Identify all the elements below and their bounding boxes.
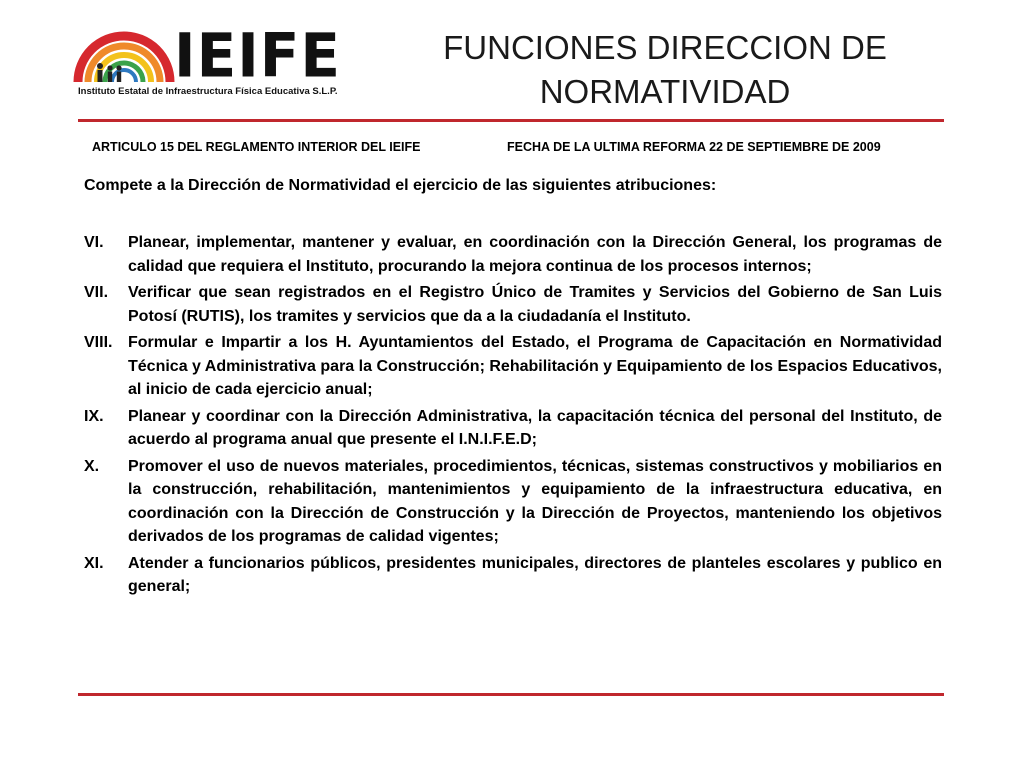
functions-list — [84, 231, 942, 602]
item-number: XI. — [84, 554, 104, 572]
bottom-divider — [78, 693, 944, 696]
article-subheader — [92, 140, 942, 154]
item-number: VII. — [84, 284, 109, 301]
list-item — [84, 552, 942, 599]
list-item — [84, 281, 942, 328]
item-number: VIII. — [84, 334, 113, 351]
logo-rainbow-arcs-icon — [70, 22, 180, 86]
children-figures-icon — [97, 63, 122, 82]
list-item — [84, 231, 942, 278]
list-item — [84, 455, 942, 549]
reform-date: FECHA DE LA ULTIMA REFORMA 22 DE SEPTIEMBRE DE 2009 — [507, 140, 881, 154]
top-divider — [78, 119, 944, 122]
intro-text: Compete a la Dirección de Normatividad el ejercicio de las siguientes atribuciones: — [84, 177, 717, 194]
item-text: Atender a funcionarios públicos, presidentes municipales, directores de planteles escolares y publico en general; — [128, 554, 942, 595]
logo-caption: Instituto Estatal de Infraestructura Física Educativa S.L.P. — [78, 86, 338, 97]
item-number: VI. — [84, 234, 104, 251]
item-number: X. — [84, 457, 100, 475]
list-item — [84, 405, 942, 452]
item-text: Verificar que sean registrados en el Registro Único de Tramites y Servicios del Gobierno de San Luis Potosí (RUTIS), los tramites y servicios que da a la ciudadanía el Instituto. — [128, 284, 942, 325]
page-title: FUNCIONES DIRECCION DE NORMATIVIDAD — [443, 29, 887, 110]
logo-wordmark: IEIFE — [174, 19, 342, 92]
item-text: Planear y coordinar con la Dirección Administrativa, la capacitación técnica del personal del Instituto, de acuerdo al programa anual que presente el I.N.I.F.E.D; — [128, 407, 942, 448]
item-number: IX. — [84, 407, 104, 425]
article-reference: ARTICULO 15 DEL REGLAMENTO INTERIOR DEL IEIFE — [92, 140, 421, 154]
item-text: Formular e Impartir a los H. Ayuntamientos del Estado, el Programa de Capacitación en Normatividad Técnica y Administrativa para la Construcción; Rehabilitación y Equipamiento de los Espacios Educativos, al inicio de cada ejercicio anual; — [128, 334, 942, 398]
ieife-logo — [70, 19, 370, 104]
list-item — [84, 331, 942, 402]
item-text: Planear, implementar, mantener y evaluar, en coordinación con la Dirección General, los programas de calidad que requiera el Instituto, procurando la mejora continua de los procesos internos; — [128, 234, 942, 275]
item-text: Promover el uso de nuevos materiales, procedimientos, técnicas, sistemas constructivos y mobiliarios en la construcción, rehabilitación, mantenimientos y equipamiento de la infraestructura educativa, en coordinación con la Dirección de Construcción y la Dirección de Proyectos, manteniendo los objetivos derivados de los programas de calidad vigentes; — [128, 457, 942, 545]
